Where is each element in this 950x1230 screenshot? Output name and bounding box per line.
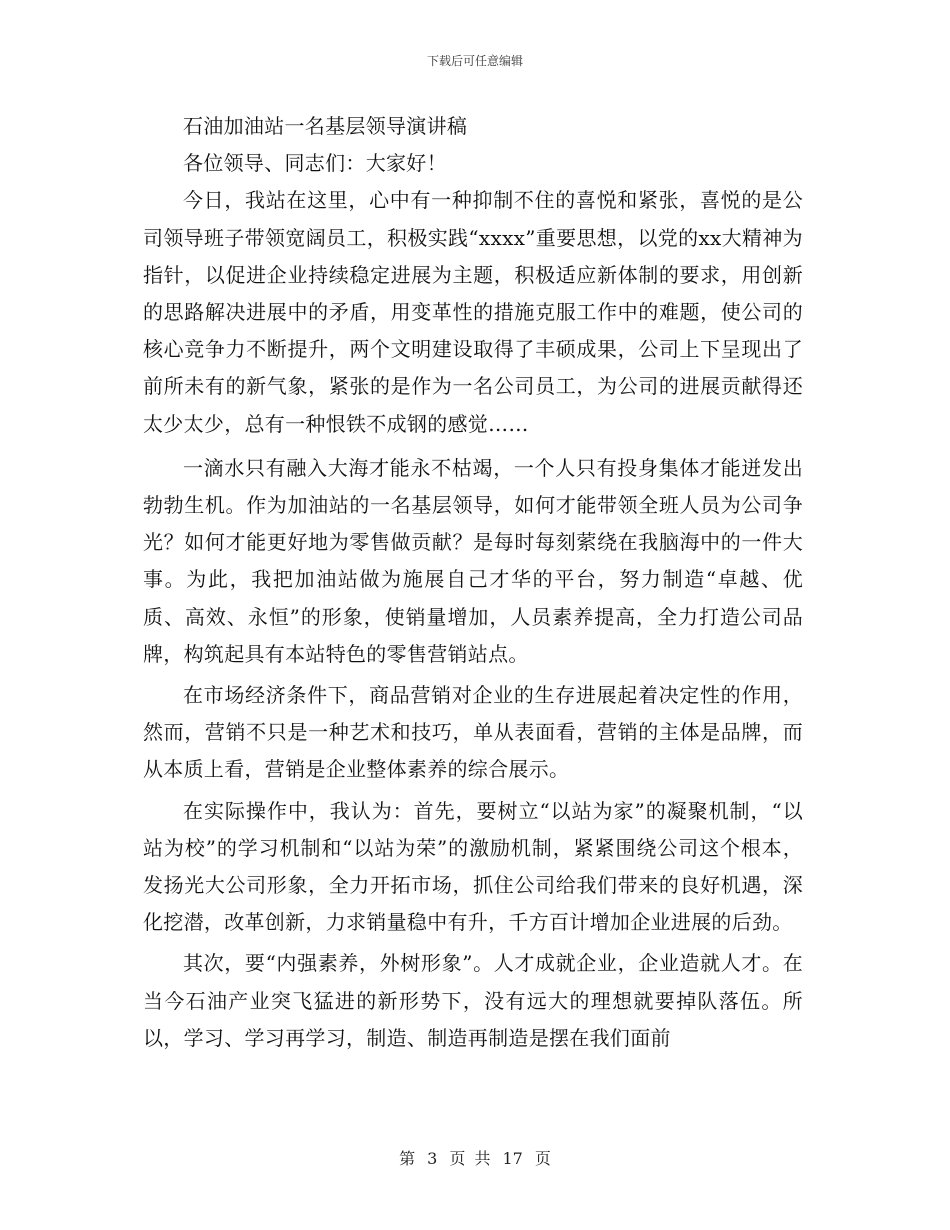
header-note: 下载后可任意编辑 xyxy=(426,54,523,68)
footer-middle: 页 共 xyxy=(449,1149,491,1168)
footer-current-page: 3 xyxy=(427,1149,438,1168)
document-title: 石油加油站一名基层领导演讲稿 xyxy=(183,114,468,138)
page-footer xyxy=(0,1146,950,1169)
paragraph: 一滴水只有融入大海才能永不枯竭，一个人只有投身集体才能迸发出勃勃生机。作为加油站的一名基层领导，如何才能带领全班人员为公司争光？如何才能更好地为零售做贡献？是每时每刻萦绕在我脑海中的一件大事。为此，我把加油站做为施展自己才华的平台，努力制造“卓越、优质、高效、永恒”的形象，使销量增加，人员素养提高，全力打造公司品牌，构筑起具有本站特色的零售营销站点。 xyxy=(143,455,803,666)
paragraph: 其次，要“内强素养，外树形象”。人才成就企业，企业造就人才。在当今石油产业突飞猛进的新形势下，没有远大的理想就要掉队落伍。所以，学习、学习再学习，制造、制造再制造是摆在我们面前 xyxy=(143,951,803,1050)
document-body xyxy=(143,108,803,1057)
paragraph: 今日，我站在这里，心中有一种抑制不住的喜悦和紧张，喜悦的是公司领导班子带领宽阔员工，积极实践“xxxx”重要思想，以党的xx大精神为指针，以促进企业持续稳定进展为主题，积极适应新体制的要求，用创新的思路解决进展中的矛盾，用变革性的措施克服工作中的难题，使公司的核心竞争力不断提升，两个文明建设取得了丰硕成果，公司上下呈现出了前所未有的新气象，紧张的是作为一名公司员工，为公司的进展贡献得还太少太少，总有一种恨铁不成钢的感觉…… xyxy=(143,188,803,436)
document-greeting: 各位领导、同志们：大家好！ xyxy=(183,151,447,176)
footer-total-pages: 17 xyxy=(502,1149,523,1168)
paragraph: 在实际操作中，我认为：首先，要树立“以站为家”的凝聚机制，“以站为校”的学习机制和“以站为荣”的激励机制，紧紧围绕公司这个根本，发扬光大公司形象，全力开拓市场，抓住公司给我们带来的良好机遇，深化挖潜，改革创新，力求销量稳中有升，千方百计增加企业进展的后劲。 xyxy=(143,798,803,935)
footer-prefix: 第 xyxy=(399,1149,416,1168)
footer-suffix: 页 xyxy=(534,1149,551,1168)
paragraph: 在市场经济条件下，商品营销对企业的生存进展起着决定性的作用，然而，营销不只是一种艺术和技巧，单从表面看，营销的主体是品牌，而从本质上看，营销是企业整体素养的综合展示。 xyxy=(143,683,803,782)
